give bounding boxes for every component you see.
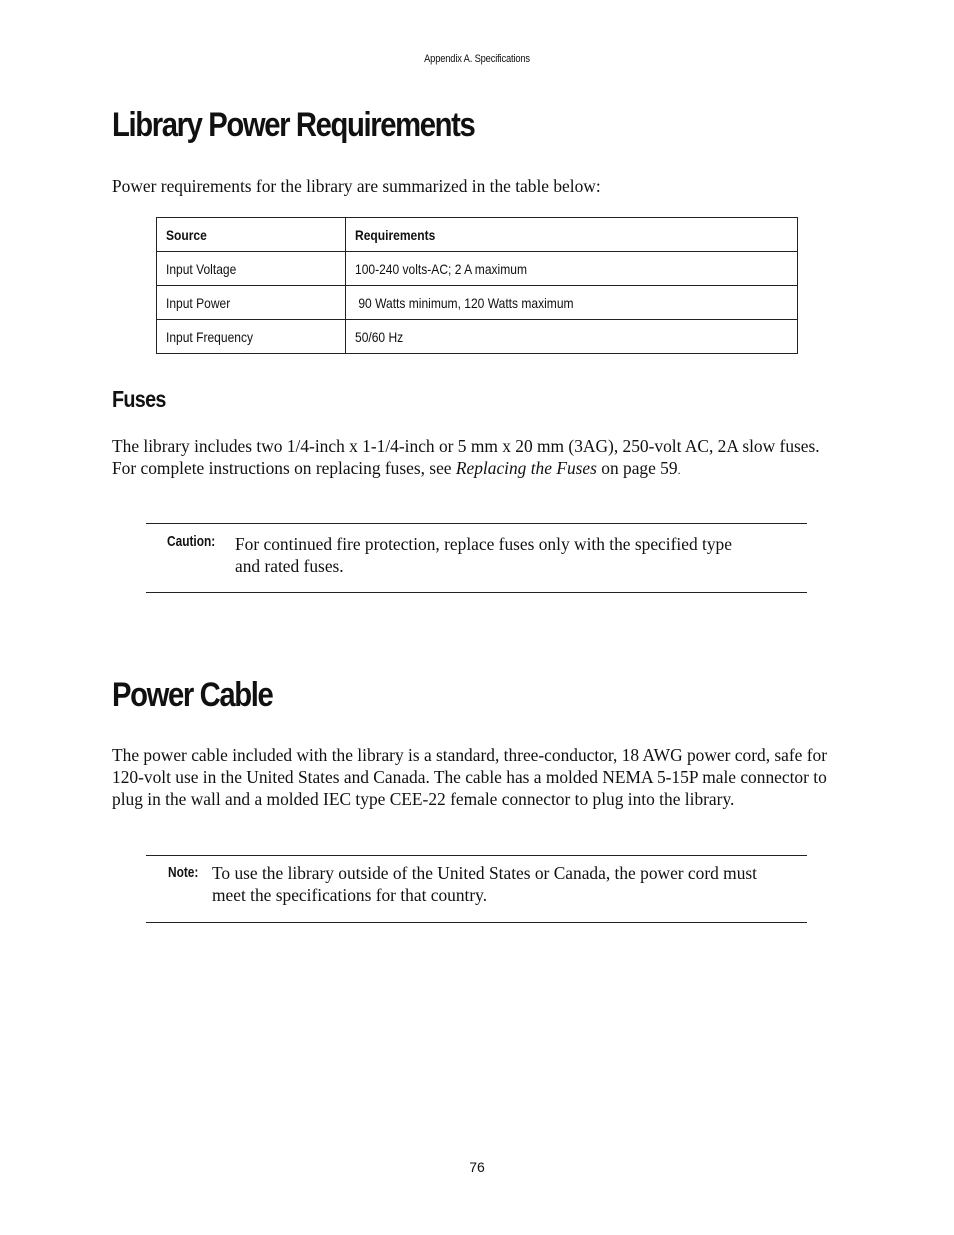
table-cell: 90 Watts minimum, 120 Watts maximum [346,286,798,320]
power-cable-paragraph: The power cable included with the library is a standard, three-conductor, 18 AWG power cord, safe for 120-volt use in the United States and Canada. The cable has a molded NEMA 5-15P male connector to plug in the wall and a molded IEC type CEE-22 female connector to plug into the library. [112,745,828,809]
power-requirements-table [156,217,798,354]
replacing-fuses-reference[interactable]: Replacing the Fuses [455,458,597,478]
caution-label: Caution: [167,534,216,550]
table-cell: Input Frequency [157,320,346,354]
fuses-page-ref: on page 59 [596,458,678,478]
note-callout [146,855,807,923]
page-number: 76 [469,1159,485,1175]
column-header-source: Source [157,218,346,252]
fuses-text: The library includes two 1/4-inch x 1-1/4-inch or 5 mm x 20 mm (3AG), 250-volt AC, 2A slow fuses. For complete instructions on replacing fuses, see [112,436,820,478]
fuses-paragraph [112,435,842,481]
table-cell: Input Voltage [157,252,346,286]
table-row [157,286,798,320]
table-cell: Input Power [157,286,346,320]
column-header-requirements: Requirements [346,218,798,252]
note-text: To use the library outside of the United States or Canada, the power cord must meet the specifications for that country. [212,863,758,905]
section-title-power-cable: Power Cable [112,676,273,714]
note-label: Note: [168,865,199,881]
running-head: Appendix A. Specifications [424,53,530,65]
intro-paragraph: Power requirements for the library are summarized in the table below: [112,176,601,196]
table-header-row [157,218,798,252]
table-row [157,320,798,354]
section-title-power-requirements: Library Power Requirements [112,106,475,144]
caution-callout [146,523,807,593]
subsection-title-fuses: Fuses [112,386,166,412]
fuses-end: . [677,463,681,477]
table-cell: 50/60 Hz [346,320,798,354]
table-row [157,252,798,286]
table-cell: 100-240 volts-AC; 2 A maximum [346,252,798,286]
caution-text: For continued fire protection, replace fuses only with the specified type and rated fuses. [235,534,732,576]
